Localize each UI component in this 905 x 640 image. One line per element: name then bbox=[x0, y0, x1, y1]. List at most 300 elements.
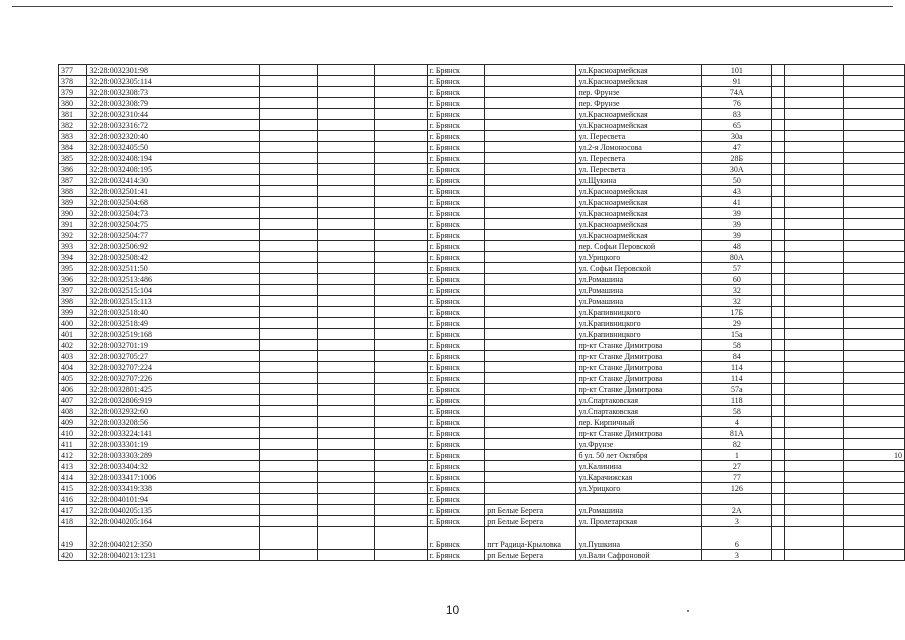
extra-value-cell bbox=[843, 527, 904, 550]
blank-cell-cell bbox=[784, 417, 843, 428]
blank-cell-cell bbox=[772, 274, 785, 285]
settlement-cell bbox=[485, 439, 576, 450]
table-row bbox=[59, 197, 905, 208]
house-number-cell: 6 bbox=[702, 527, 772, 550]
blank-cell-cell bbox=[375, 263, 427, 274]
table-row bbox=[59, 362, 905, 373]
table-row bbox=[59, 428, 905, 439]
house-number-cell: 81А bbox=[702, 428, 772, 439]
row-number-cell: 419 bbox=[59, 527, 87, 550]
blank-cell-cell bbox=[772, 450, 785, 461]
blank-cell-cell bbox=[784, 472, 843, 483]
blank-cell-cell bbox=[772, 505, 785, 516]
blank-cell-cell bbox=[784, 252, 843, 263]
row-number-cell: 395 bbox=[59, 263, 87, 274]
extra-value-cell bbox=[843, 131, 904, 142]
settlement-cell bbox=[485, 87, 576, 98]
blank-cell-cell bbox=[260, 109, 318, 120]
blank-cell-cell bbox=[260, 307, 318, 318]
blank-cell-cell bbox=[772, 197, 785, 208]
blank-cell-cell bbox=[375, 208, 427, 219]
city-cell: г. Брянск bbox=[427, 109, 485, 120]
cadastral-number-cell: 32:28:0033417:1006 bbox=[87, 472, 260, 483]
blank-cell-cell bbox=[375, 329, 427, 340]
cadastral-number-cell: 32:28:0032308:73 bbox=[87, 87, 260, 98]
cadastral-number-cell: 32:28:0040205:164 bbox=[87, 516, 260, 527]
blank-cell-cell bbox=[318, 406, 375, 417]
table-row bbox=[59, 175, 905, 186]
extra-value-cell bbox=[843, 362, 904, 373]
street-cell: ул.Пушкина bbox=[576, 527, 702, 550]
extra-value-cell bbox=[843, 505, 904, 516]
city-cell: г. Брянск bbox=[427, 164, 485, 175]
settlement-cell bbox=[485, 384, 576, 395]
street-cell: ул.Красноармейская bbox=[576, 197, 702, 208]
blank-cell-cell bbox=[784, 527, 843, 550]
blank-cell-cell bbox=[375, 340, 427, 351]
blank-cell-cell bbox=[318, 516, 375, 527]
street-cell: ул.Красноармейская bbox=[576, 120, 702, 131]
row-number-cell: 418 bbox=[59, 516, 87, 527]
street-cell: ул.Калинина bbox=[576, 461, 702, 472]
cadastral-number-cell: 32:28:0032504:68 bbox=[87, 197, 260, 208]
house-number-cell: 57а bbox=[702, 384, 772, 395]
table-row bbox=[59, 131, 905, 142]
city-cell: г. Брянск bbox=[427, 285, 485, 296]
blank-cell-cell bbox=[318, 417, 375, 428]
blank-cell-cell bbox=[784, 406, 843, 417]
blank-cell-cell bbox=[318, 76, 375, 87]
blank-cell-cell bbox=[260, 131, 318, 142]
blank-cell-cell bbox=[784, 285, 843, 296]
blank-cell-cell bbox=[375, 98, 427, 109]
blank-cell-cell bbox=[260, 483, 318, 494]
extra-value-cell bbox=[843, 461, 904, 472]
row-number-cell: 381 bbox=[59, 109, 87, 120]
extra-value-cell bbox=[843, 274, 904, 285]
settlement-cell bbox=[485, 340, 576, 351]
blank-cell-cell bbox=[784, 428, 843, 439]
blank-cell-cell bbox=[318, 263, 375, 274]
city-cell: г. Брянск bbox=[427, 351, 485, 362]
extra-value-cell bbox=[843, 351, 904, 362]
city-cell: г. Брянск bbox=[427, 505, 485, 516]
extra-value-cell bbox=[843, 318, 904, 329]
property-register-table bbox=[58, 64, 905, 561]
blank-cell-cell bbox=[375, 417, 427, 428]
cadastral-number-cell: 32:28:0032701:19 bbox=[87, 340, 260, 351]
settlement-cell bbox=[485, 318, 576, 329]
settlement-cell bbox=[485, 252, 576, 263]
house-number-cell: 43 bbox=[702, 186, 772, 197]
street-cell bbox=[576, 494, 702, 505]
settlement-cell bbox=[485, 428, 576, 439]
blank-cell-cell bbox=[772, 461, 785, 472]
settlement-cell bbox=[485, 351, 576, 362]
table-row bbox=[59, 373, 905, 384]
blank-cell-cell bbox=[784, 274, 843, 285]
cadastral-number-cell: 32:28:0032518:49 bbox=[87, 318, 260, 329]
blank-cell-cell bbox=[375, 527, 427, 550]
blank-cell-cell bbox=[318, 505, 375, 516]
row-number-cell: 410 bbox=[59, 428, 87, 439]
blank-cell-cell bbox=[784, 131, 843, 142]
blank-cell-cell bbox=[260, 274, 318, 285]
city-cell: г. Брянск bbox=[427, 428, 485, 439]
extra-value-cell bbox=[843, 76, 904, 87]
street-cell: ул.Крапивницкого bbox=[576, 307, 702, 318]
blank-cell-cell bbox=[260, 406, 318, 417]
table-row bbox=[59, 252, 905, 263]
street-cell: пер. Фрунзе bbox=[576, 87, 702, 98]
row-number-cell: 384 bbox=[59, 142, 87, 153]
settlement-cell bbox=[485, 131, 576, 142]
blank-cell-cell bbox=[260, 494, 318, 505]
blank-cell-cell bbox=[784, 461, 843, 472]
blank-cell-cell bbox=[772, 252, 785, 263]
city-cell: г. Брянск bbox=[427, 373, 485, 384]
cadastral-number-cell: 32:28:0032806:919 bbox=[87, 395, 260, 406]
blank-cell-cell bbox=[260, 505, 318, 516]
house-number-cell: 118 bbox=[702, 395, 772, 406]
street-cell: ул.Ромашина bbox=[576, 296, 702, 307]
extra-value-cell bbox=[843, 230, 904, 241]
blank-cell-cell bbox=[784, 142, 843, 153]
row-number-cell: 415 bbox=[59, 483, 87, 494]
blank-cell-cell bbox=[318, 186, 375, 197]
blank-cell-cell bbox=[318, 109, 375, 120]
street-cell: ул. Пересвета bbox=[576, 131, 702, 142]
settlement-cell: рп Белые Берега bbox=[485, 505, 576, 516]
blank-cell-cell bbox=[784, 186, 843, 197]
blank-cell-cell bbox=[260, 87, 318, 98]
row-number-cell: 378 bbox=[59, 76, 87, 87]
settlement-cell bbox=[485, 483, 576, 494]
blank-cell-cell bbox=[260, 516, 318, 527]
city-cell: г. Брянск bbox=[427, 87, 485, 98]
house-number-cell: 58 bbox=[702, 406, 772, 417]
settlement-cell bbox=[485, 65, 576, 76]
house-number-cell: 91 bbox=[702, 76, 772, 87]
blank-cell-cell bbox=[375, 428, 427, 439]
blank-cell-cell bbox=[318, 142, 375, 153]
row-number-cell: 383 bbox=[59, 131, 87, 142]
settlement-cell bbox=[485, 263, 576, 274]
blank-cell-cell bbox=[318, 461, 375, 472]
table-row bbox=[59, 516, 905, 527]
blank-cell-cell bbox=[784, 340, 843, 351]
cadastral-number-cell: 32:28:0032508:42 bbox=[87, 252, 260, 263]
settlement-cell bbox=[485, 153, 576, 164]
blank-cell-cell bbox=[784, 208, 843, 219]
street-cell: ул. Пересвета bbox=[576, 153, 702, 164]
street-cell: ул.Карачижская bbox=[576, 472, 702, 483]
table-row bbox=[59, 505, 905, 516]
cadastral-number-cell: 32:28:0033208:56 bbox=[87, 417, 260, 428]
blank-cell-cell bbox=[260, 241, 318, 252]
blank-cell-cell bbox=[772, 164, 785, 175]
blank-cell-cell bbox=[784, 197, 843, 208]
blank-cell-cell bbox=[784, 384, 843, 395]
table-row bbox=[59, 395, 905, 406]
blank-cell-cell bbox=[375, 505, 427, 516]
settlement-cell bbox=[485, 120, 576, 131]
blank-cell-cell bbox=[375, 131, 427, 142]
blank-cell-cell bbox=[260, 175, 318, 186]
blank-cell-cell bbox=[375, 164, 427, 175]
row-number-cell: 392 bbox=[59, 230, 87, 241]
blank-cell-cell bbox=[772, 439, 785, 450]
row-number-cell: 403 bbox=[59, 351, 87, 362]
blank-cell-cell bbox=[375, 472, 427, 483]
settlement-cell bbox=[485, 362, 576, 373]
house-number-cell: 57 bbox=[702, 263, 772, 274]
house-number-cell: 80А bbox=[702, 252, 772, 263]
table-row bbox=[59, 483, 905, 494]
blank-cell-cell bbox=[260, 461, 318, 472]
extra-value-cell bbox=[843, 197, 904, 208]
cadastral-number-cell: 32:28:0033419:338 bbox=[87, 483, 260, 494]
blank-cell-cell bbox=[784, 153, 843, 164]
city-cell: г. Брянск bbox=[427, 241, 485, 252]
cadastral-number-cell: 32:28:0032316:72 bbox=[87, 120, 260, 131]
row-number-cell: 388 bbox=[59, 186, 87, 197]
cadastral-number-cell: 32:28:0040212:350 bbox=[87, 527, 260, 550]
street-cell: пер. Софьи Перовской bbox=[576, 241, 702, 252]
table-row bbox=[59, 384, 905, 395]
blank-cell-cell bbox=[375, 461, 427, 472]
blank-cell-cell bbox=[375, 230, 427, 241]
house-number-cell: 76 bbox=[702, 98, 772, 109]
city-cell: г. Брянск bbox=[427, 208, 485, 219]
table-row bbox=[59, 219, 905, 230]
cadastral-number-cell: 32:28:0032504:73 bbox=[87, 208, 260, 219]
blank-cell-cell bbox=[318, 219, 375, 230]
blank-cell-cell bbox=[318, 230, 375, 241]
cadastral-number-cell: 32:28:0032310:44 bbox=[87, 109, 260, 120]
city-cell: г. Брянск bbox=[427, 450, 485, 461]
blank-cell-cell bbox=[375, 395, 427, 406]
blank-cell-cell bbox=[772, 406, 785, 417]
table-row bbox=[59, 241, 905, 252]
blank-cell-cell bbox=[772, 373, 785, 384]
settlement-cell bbox=[485, 164, 576, 175]
row-number-cell: 399 bbox=[59, 307, 87, 318]
blank-cell-cell bbox=[375, 450, 427, 461]
city-cell: г. Брянск bbox=[427, 395, 485, 406]
city-cell: г. Брянск bbox=[427, 527, 485, 550]
street-cell: ул.Красноармейская bbox=[576, 230, 702, 241]
extra-value-cell bbox=[843, 186, 904, 197]
blank-cell-cell bbox=[318, 241, 375, 252]
cadastral-number-cell: 32:28:0032501:41 bbox=[87, 186, 260, 197]
house-number-cell: 114 bbox=[702, 362, 772, 373]
house-number-cell: 41 bbox=[702, 197, 772, 208]
blank-cell-cell bbox=[318, 395, 375, 406]
row-number-cell: 390 bbox=[59, 208, 87, 219]
house-number-cell: 74А bbox=[702, 87, 772, 98]
blank-cell-cell bbox=[772, 87, 785, 98]
house-number-cell: 101 bbox=[702, 65, 772, 76]
row-number-cell: 414 bbox=[59, 472, 87, 483]
cadastral-number-cell: 32:28:0032515:113 bbox=[87, 296, 260, 307]
house-number-cell: 65 bbox=[702, 120, 772, 131]
blank-cell-cell bbox=[784, 351, 843, 362]
street-cell: ул.Крапивницкого bbox=[576, 329, 702, 340]
blank-cell-cell bbox=[772, 65, 785, 76]
blank-cell-cell bbox=[375, 307, 427, 318]
cadastral-number-cell: 32:28:0032308:79 bbox=[87, 98, 260, 109]
blank-cell-cell bbox=[318, 285, 375, 296]
city-cell: г. Брянск bbox=[427, 439, 485, 450]
table-row bbox=[59, 230, 905, 241]
street-cell: ул.Ромашина bbox=[576, 274, 702, 285]
extra-value-cell bbox=[843, 340, 904, 351]
blank-cell-cell bbox=[260, 186, 318, 197]
row-number-cell: 396 bbox=[59, 274, 87, 285]
blank-cell-cell bbox=[260, 263, 318, 274]
table-row bbox=[59, 87, 905, 98]
city-cell: г. Брянск bbox=[427, 175, 485, 186]
table-row bbox=[59, 109, 905, 120]
page-number: 10 bbox=[445, 603, 460, 617]
blank-cell-cell bbox=[772, 285, 785, 296]
house-number-cell: 4 bbox=[702, 417, 772, 428]
blank-cell-cell bbox=[260, 197, 318, 208]
extra-value-cell: 10 bbox=[843, 450, 904, 461]
blank-cell-cell bbox=[772, 362, 785, 373]
extra-value-cell bbox=[843, 87, 904, 98]
house-number-cell bbox=[702, 494, 772, 505]
settlement-cell bbox=[485, 472, 576, 483]
settlement-cell bbox=[485, 109, 576, 120]
house-number-cell: 77 bbox=[702, 472, 772, 483]
blank-cell-cell bbox=[375, 76, 427, 87]
table-row bbox=[59, 186, 905, 197]
street-cell: пр-кт Станке Димитрова bbox=[576, 351, 702, 362]
city-cell: г. Брянск bbox=[427, 76, 485, 87]
street-cell: ул.Красноармейская bbox=[576, 208, 702, 219]
blank-cell-cell bbox=[260, 439, 318, 450]
row-number-cell: 405 bbox=[59, 373, 87, 384]
street-cell: пр-кт Станке Димитрова bbox=[576, 362, 702, 373]
street-cell: ул.Красноармейская bbox=[576, 65, 702, 76]
street-cell: ул.Ромашина bbox=[576, 285, 702, 296]
blank-cell-cell bbox=[260, 472, 318, 483]
blank-cell-cell bbox=[784, 516, 843, 527]
settlement-cell bbox=[485, 186, 576, 197]
cadastral-number-cell: 32:28:0032305:114 bbox=[87, 76, 260, 87]
blank-cell-cell bbox=[318, 329, 375, 340]
blank-cell-cell bbox=[375, 274, 427, 285]
blank-cell-cell bbox=[260, 450, 318, 461]
blank-cell-cell bbox=[784, 550, 843, 561]
city-cell: г. Брянск bbox=[427, 219, 485, 230]
table-row bbox=[59, 417, 905, 428]
table-row bbox=[59, 76, 905, 87]
table-row bbox=[59, 494, 905, 505]
extra-value-cell bbox=[843, 406, 904, 417]
house-number-cell: 15а bbox=[702, 329, 772, 340]
blank-cell-cell bbox=[260, 65, 318, 76]
street-cell: ул.Щукина bbox=[576, 175, 702, 186]
house-number-cell: 28Б bbox=[702, 153, 772, 164]
blank-cell-cell bbox=[375, 550, 427, 561]
house-number-cell: 47 bbox=[702, 142, 772, 153]
settlement-cell bbox=[485, 395, 576, 406]
settlement-cell bbox=[485, 208, 576, 219]
blank-cell-cell bbox=[260, 120, 318, 131]
row-number-cell: 385 bbox=[59, 153, 87, 164]
extra-value-cell bbox=[843, 109, 904, 120]
street-cell: пр-кт Станке Димитрова bbox=[576, 373, 702, 384]
table-row bbox=[59, 527, 905, 550]
blank-cell-cell bbox=[772, 263, 785, 274]
blank-cell-cell bbox=[772, 230, 785, 241]
house-number-cell: 84 bbox=[702, 351, 772, 362]
cadastral-number-cell: 32:28:0032513:486 bbox=[87, 274, 260, 285]
blank-cell-cell bbox=[784, 373, 843, 384]
street-cell: ул. Пересвета bbox=[576, 164, 702, 175]
blank-cell-cell bbox=[772, 494, 785, 505]
blank-cell-cell bbox=[260, 550, 318, 561]
blank-cell-cell bbox=[375, 153, 427, 164]
blank-cell-cell bbox=[784, 483, 843, 494]
city-cell: г. Брянск bbox=[427, 131, 485, 142]
blank-cell-cell bbox=[772, 527, 785, 550]
extra-value-cell bbox=[843, 439, 904, 450]
blank-cell-cell bbox=[772, 395, 785, 406]
blank-cell-cell bbox=[318, 153, 375, 164]
blank-cell-cell bbox=[772, 186, 785, 197]
blank-cell-cell bbox=[772, 120, 785, 131]
house-number-cell: 39 bbox=[702, 219, 772, 230]
house-number-cell: 1 bbox=[702, 450, 772, 461]
blank-cell-cell bbox=[260, 417, 318, 428]
row-number-cell: 397 bbox=[59, 285, 87, 296]
extra-value-cell bbox=[843, 307, 904, 318]
city-cell: г. Брянск bbox=[427, 197, 485, 208]
blank-cell-cell bbox=[260, 329, 318, 340]
blank-cell-cell bbox=[318, 131, 375, 142]
blank-cell-cell bbox=[375, 483, 427, 494]
blank-cell-cell bbox=[375, 241, 427, 252]
cadastral-number-cell: 32:28:0032518:40 bbox=[87, 307, 260, 318]
table-row bbox=[59, 153, 905, 164]
blank-cell-cell bbox=[318, 483, 375, 494]
row-number-cell: 411 bbox=[59, 439, 87, 450]
blank-cell-cell bbox=[260, 153, 318, 164]
city-cell: г. Брянск bbox=[427, 494, 485, 505]
blank-cell-cell bbox=[318, 98, 375, 109]
row-number-cell: 387 bbox=[59, 175, 87, 186]
house-number-cell: 27 bbox=[702, 461, 772, 472]
cadastral-number-cell: 32:28:0033301:19 bbox=[87, 439, 260, 450]
street-cell: ул.Урицкого bbox=[576, 483, 702, 494]
table-row bbox=[59, 307, 905, 318]
blank-cell-cell bbox=[784, 318, 843, 329]
extra-value-cell bbox=[843, 384, 904, 395]
row-number-cell: 413 bbox=[59, 461, 87, 472]
extra-value-cell bbox=[843, 142, 904, 153]
extra-value-cell bbox=[843, 516, 904, 527]
house-number-cell: 82 bbox=[702, 439, 772, 450]
extra-value-cell bbox=[843, 428, 904, 439]
street-cell: ул.Урицкого bbox=[576, 252, 702, 263]
row-number-cell: 394 bbox=[59, 252, 87, 263]
blank-cell-cell bbox=[318, 208, 375, 219]
row-number-cell: 386 bbox=[59, 164, 87, 175]
